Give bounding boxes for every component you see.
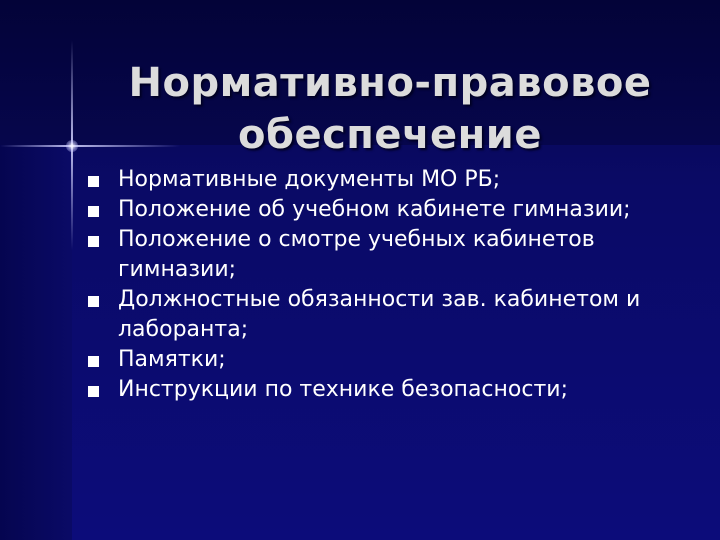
bullet-list — [0, 165, 720, 405]
square-bullet-icon — [88, 296, 99, 307]
bullet-item — [0, 285, 678, 345]
square-bullet-icon — [88, 236, 99, 247]
bullet-text: Положение о смотре учебных кабинетов гимназии; — [118, 227, 595, 282]
square-bullet-icon — [88, 176, 99, 187]
bullet-item — [0, 345, 678, 375]
bullet-text: Положение об учебном кабинете гимназии; — [118, 197, 631, 222]
bullet-item — [0, 375, 678, 405]
bullet-item — [0, 225, 678, 285]
square-bullet-icon — [88, 206, 99, 217]
square-bullet-icon — [88, 386, 99, 397]
slide-title-line-2: обеспечение — [238, 111, 542, 158]
slide-title-line-1: Нормативно-правовое — [128, 59, 652, 106]
bullet-item — [0, 165, 678, 195]
bullet-text: Должностные обязанности зав. кабинетом и лаборанта; — [118, 287, 641, 342]
sparkle-star-icon — [66, 140, 78, 152]
bullet-text: Памятки; — [118, 347, 226, 372]
slide-title — [110, 57, 670, 161]
bullet-text: Нормативные документы МО РБ; — [118, 167, 501, 192]
square-bullet-icon — [88, 356, 99, 367]
bullet-text: Инструкции по технике безопасности; — [118, 377, 568, 402]
bullet-item — [0, 195, 678, 225]
